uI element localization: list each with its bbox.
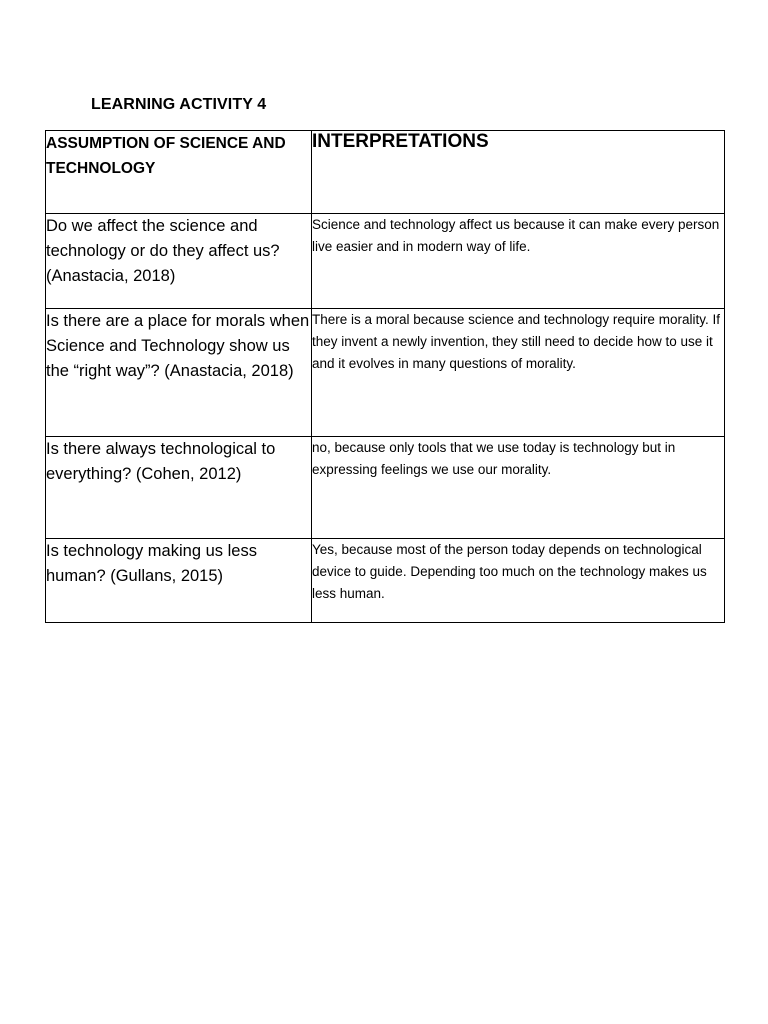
- interpretation-cell: Science and technology affect us because it can make every person live easier and in modern way of life.: [312, 214, 725, 309]
- interpretation-cell: Yes, because most of the person today depends on technological device to guide. Depending too much on the technology makes us less human.: [312, 539, 725, 623]
- table-row: [46, 539, 725, 623]
- table-row: [46, 214, 725, 309]
- interpretation-cell: no, because only tools that we use today is technology but in expressing feelings we use our morality.: [312, 437, 725, 539]
- assumption-cell: Is technology making us less human? (Gullans, 2015): [46, 539, 312, 623]
- activity-table: [45, 130, 725, 623]
- assumption-cell: Do we affect the science and technology or do they affect us? (Anastacia, 2018): [46, 214, 312, 309]
- table-header-row: [46, 131, 725, 214]
- table-row: [46, 437, 725, 539]
- assumption-column-header: ASSUMPTION OF SCIENCE AND TECHNOLOGY: [46, 131, 312, 214]
- assumption-cell: Is there always technological to everything? (Cohen, 2012): [46, 437, 312, 539]
- interpretations-column-header: INTERPRETATIONS: [312, 131, 725, 214]
- assumption-cell: Is there are a place for morals when Science and Technology show us the “right way”? (Anastacia, 2018): [46, 309, 312, 437]
- interpretation-cell: There is a moral because science and technology require morality. If they invent a newly invention, they still need to decide how to use it and it evolves in many questions of morality.: [312, 309, 725, 437]
- table-row: [46, 309, 725, 437]
- page-title: LEARNING ACTIVITY 4: [91, 96, 267, 113]
